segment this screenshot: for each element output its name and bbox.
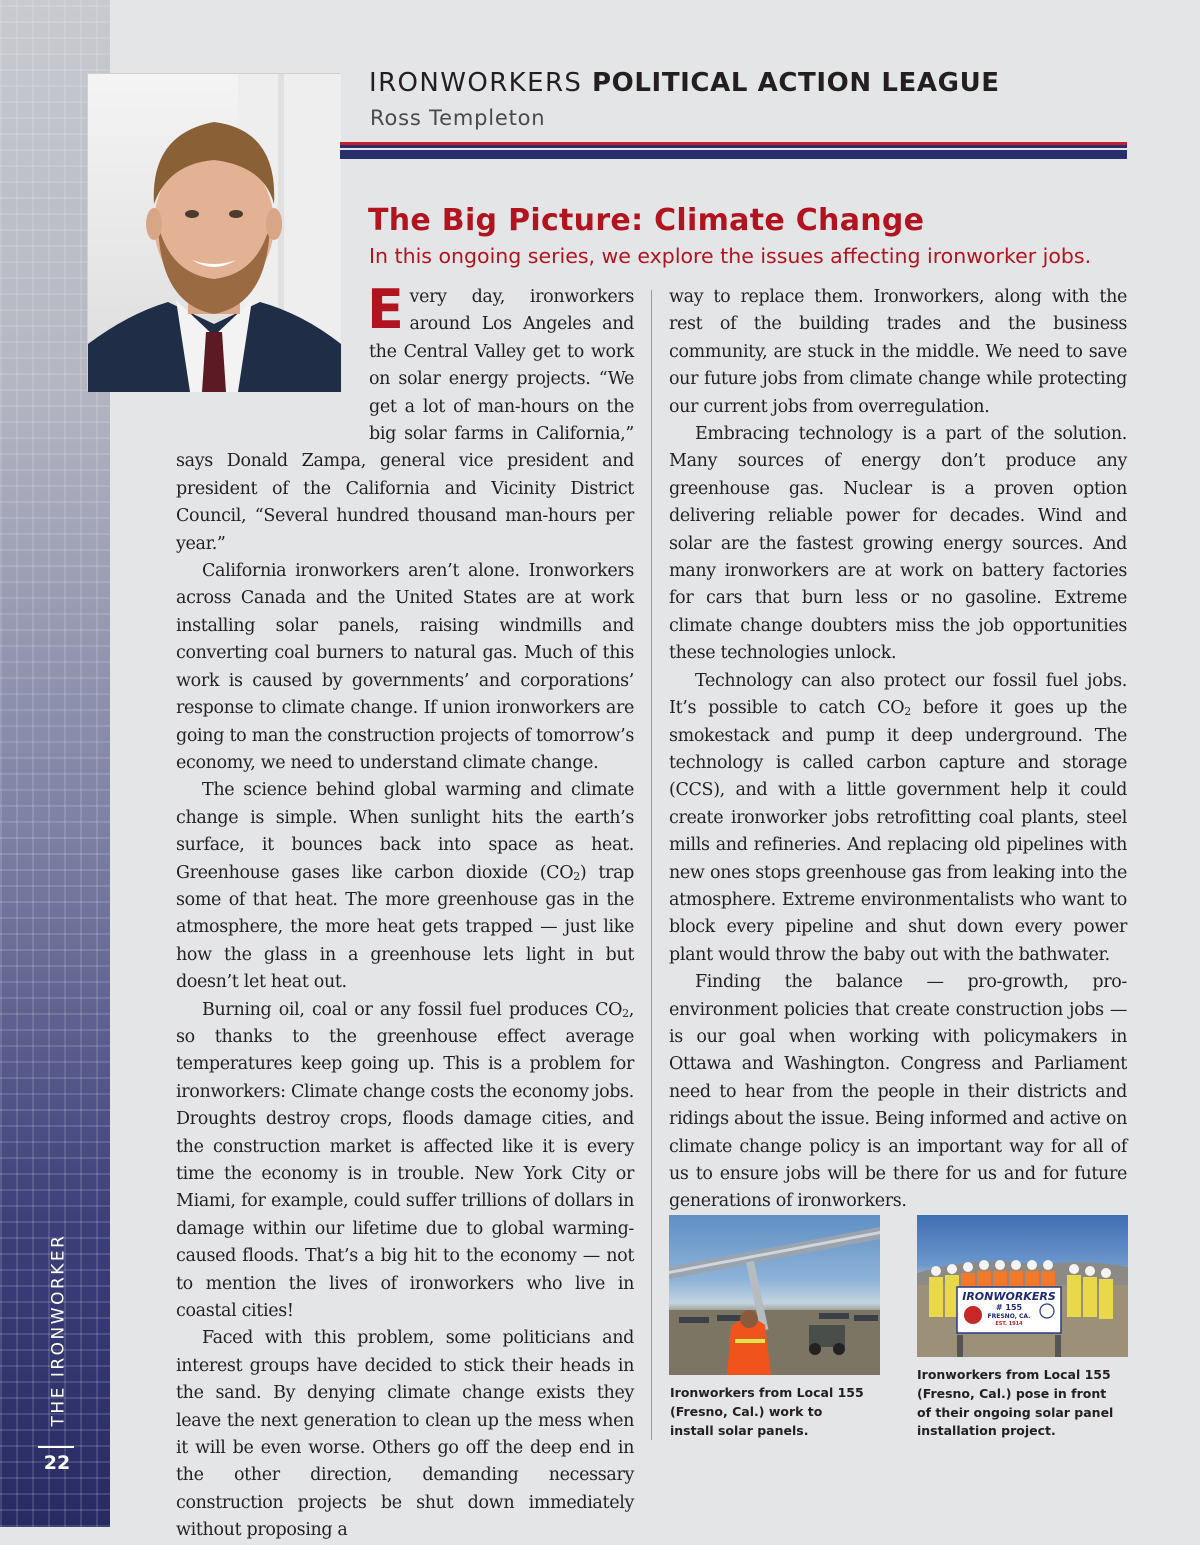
- article-subtitle: In this ongoing series, we explore the issues affecting ironworker jobs.: [369, 244, 1092, 268]
- paragraph-text: The science behind global warming and climate change is simple. When sunlight hits the earth’s surface, it bounces back into space as heat. Greenhouse gases like carbon dioxide (CO: [176, 780, 634, 883]
- page-number: 22: [43, 1452, 71, 1474]
- ironworkers-banner: [957, 1288, 1061, 1327]
- paragraph: way to replace them. Ironworkers, along with the rest of the building trades and the business community, are stuck in the middle. We need to save our future jobs from climate change while protecting our current jobs from overregulation.: [669, 287, 1127, 417]
- column-heading-bold: POLITICAL ACTION LEAGUE: [592, 68, 1000, 98]
- paragraph: Finding the balance — pro-growth, pro-environment policies that create construction jobs — is our goal when working with policymakers in Ottawa and Washington. Congress and Parliament need to hear from the people in their districts and ridings about the issue. Being informed and active on climate change policy is an important way for all of us to ensure jobs will be there for us and for future generations of ironworkers.: [669, 972, 1127, 1212]
- column-heading: [369, 68, 1000, 98]
- column-divider: [651, 290, 652, 1440]
- paragraph: Faced with this problem, some politicians and interest groups have decided to stick their heads in the sand. By denying climate change exists they leave the next generation to clean up the mess when it will be even worse. Others go off the deep end in the other direction, demanding necessary construction projects be shut down immediately without proposing a: [176, 1328, 634, 1541]
- article-column-left: [176, 278, 635, 1545]
- column-heading-light: IRONWORKERS: [369, 68, 583, 98]
- paragraph-text: ) trap some of that heat. The more greenhouse gas in the atmosphere, the more heat gets trapped — just like how the glass in a greenhouse lets light in but doesn’t let heat out.: [176, 862, 635, 993]
- photo-group-illustration: [917, 1215, 1128, 1357]
- photo-caption-group: Ironworkers from Local 155 (Fresno, Cal.) pose in front of their ongoing solar panel installation project.: [917, 1367, 1114, 1439]
- banner-city: FRESNO, CA.: [987, 1313, 1031, 1320]
- subscript: 2: [904, 705, 911, 719]
- portrait-wrap-space: [176, 284, 369, 434]
- author-byline: Ross Templeton: [370, 106, 546, 130]
- banner-established: EST. 1914: [995, 1321, 1023, 1327]
- paragraph: [176, 777, 634, 996]
- subscript: 2: [622, 1006, 629, 1020]
- paragraph-text: before it goes up the smokestack and pump it deep underground. The technology is called carbon capture and storage (CCS), and with a little government help it could create ironworker jobs retrofitting coal plants, steel mills and refineries. And replacing old pipelines with new ones stops greenhouse gas from leaking into the atmosphere. Extreme environmentalists who want to block every pipeline and shut down every power plant would throw the baby out with the bathwater.: [669, 698, 1127, 965]
- paragraph: California ironworkers aren’t alone. Ironworkers across Canada and the United States are at work installing solar panels, raising windmills and converting coal burners to natural gas. Much of this work is caused by governments’ and corporations’ response to climate change. If union ironworkers are going to man the construction projects of tomorrow’s economy, we need to understand climate change.: [176, 561, 634, 773]
- subscript: 2: [573, 869, 580, 883]
- article-column-right: [669, 284, 1127, 1216]
- paragraph-text: very day, ironworkers around Los Angeles and the Central Valley get to work on solar energy projects. “We get a lot of man-hours on the big solar farms in California,” says Donald Zampa, general vice president and president of the California and Vicinity District Council, “Several hundred thousand man-hours per year.”: [176, 287, 634, 554]
- paragraph-text: Technology can also protect our fossil fuel jobs. It’s possible to catch CO: [669, 670, 1127, 719]
- photo-caption-install: Ironworkers from Local 155 (Fresno, Cal.) work to install solar panels.: [670, 1385, 864, 1438]
- magazine-name: THE IRONWORKER: [48, 1233, 69, 1427]
- masthead: [43, 1233, 73, 1427]
- page-number-rule: [38, 1446, 74, 1448]
- banner-title: IRONWORKERS: [962, 1290, 1056, 1303]
- paragraph-text: Burning oil, coal or any fossil fuel produces CO: [202, 999, 623, 1020]
- paragraph-text: , so thanks to the greenhouse effect average temperatures keep going up. This is a problem for ironworkers: Climate change costs the economy jobs. Droughts destroy crops, floods damage cities, and the construction market is affected like it is every time the economy is in trouble. New York City or Miami, for example, could suffer trillions of dollars in damage within our lifetime due to global warming-caused floods. That’s a big hit to the economy — not to mention the lives of ironworkers who live in coastal cities!: [176, 999, 634, 1322]
- drop-cap: E: [367, 278, 404, 341]
- paragraph: Embracing technology is a part of the solution. Many sources of energy don’t produce any greenhouse gas. Nuclear is a proven option delivering reliable power for decades. Wind and solar are the fastest growing energy sources. And many ironworkers are at work on battery factories for cars that burn less or no gasoline. Extreme climate change doubters miss the job opportunities these technologies unlock.: [669, 424, 1127, 664]
- photo-group-banner: [917, 1215, 1128, 1357]
- photo-solar-install-illustration: [669, 1215, 880, 1375]
- paragraph: [669, 668, 1127, 969]
- photo-solar-install: [669, 1215, 880, 1375]
- banner-local: # 155: [995, 1303, 1023, 1312]
- article-title: The Big Picture: Climate Change: [368, 203, 925, 238]
- paragraph: [176, 997, 634, 1326]
- header-rule: [340, 142, 1127, 159]
